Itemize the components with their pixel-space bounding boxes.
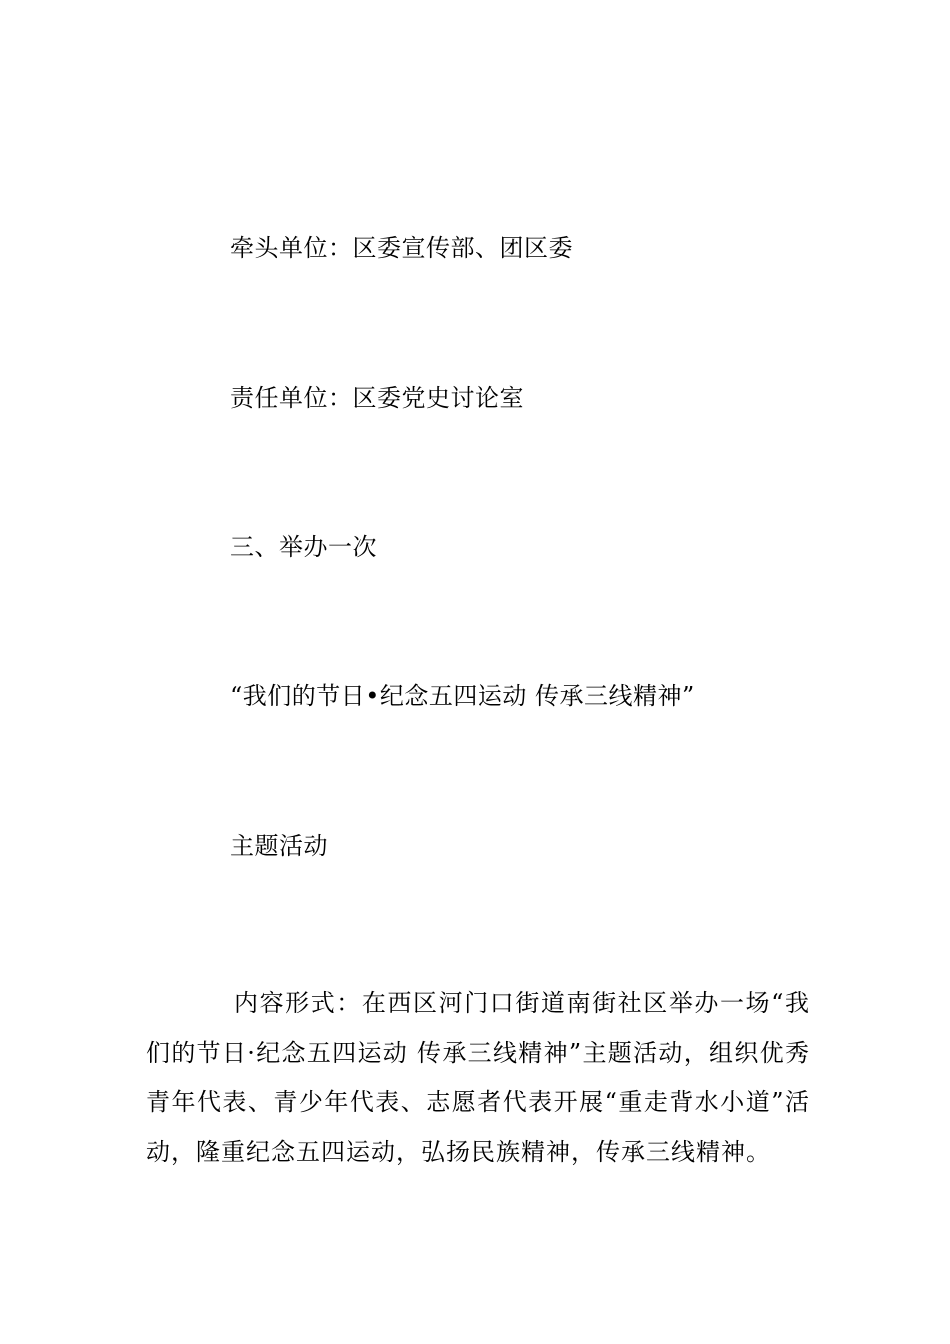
lead-unit-line: 牵头单位：区委宣传部、团区委 xyxy=(230,234,573,262)
section-heading: 三、举办一次 xyxy=(230,533,377,561)
activity-subtitle: 主题活动 xyxy=(230,832,328,860)
activity-title: “我们的节日•纪念五四运动 传承三线精神” xyxy=(230,682,695,710)
content-paragraph: 内容形式：在西区河门口街道南街社区举办一场“我们的节日·纪念五四运动 传承三线精神”主题活动，组织优秀青年代表、青少年代表、志愿者代表开展“重走背水小道”活动，隆重纪念五四运动，弘扬民族精神，传承三线精神。 xyxy=(146,989,810,1166)
responsible-unit-line: 责任单位：区委党史讨论室 xyxy=(230,384,524,412)
